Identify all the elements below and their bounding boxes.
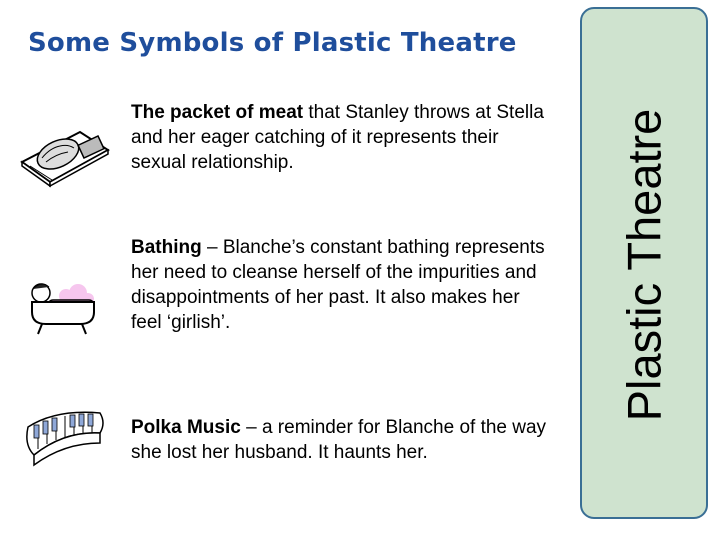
bathtub-icon bbox=[26, 280, 98, 338]
item-term: The packet of meat bbox=[131, 102, 304, 123]
piano-keys-icon bbox=[20, 405, 106, 473]
item-description: – Blanche’s constant bathing represents her need to cleanse herself of the impurities and disappointments of her past. It also makes her feel ‘girlish’. bbox=[131, 237, 545, 333]
sidebar-label: Plastic Theatre bbox=[617, 108, 671, 422]
item-description: that Stanley throws at Stella and her eager catching of it represents their sexual relationship. bbox=[131, 102, 544, 173]
item-term: Polka Music bbox=[131, 417, 241, 438]
meat-packet-icon bbox=[18, 122, 110, 188]
slide-title: Some Symbols of Plastic Theatre bbox=[28, 28, 517, 58]
item-description: – a reminder for Blanche of the way she lost her husband. It haunts her. bbox=[131, 417, 547, 463]
item-term: Bathing bbox=[131, 237, 202, 258]
